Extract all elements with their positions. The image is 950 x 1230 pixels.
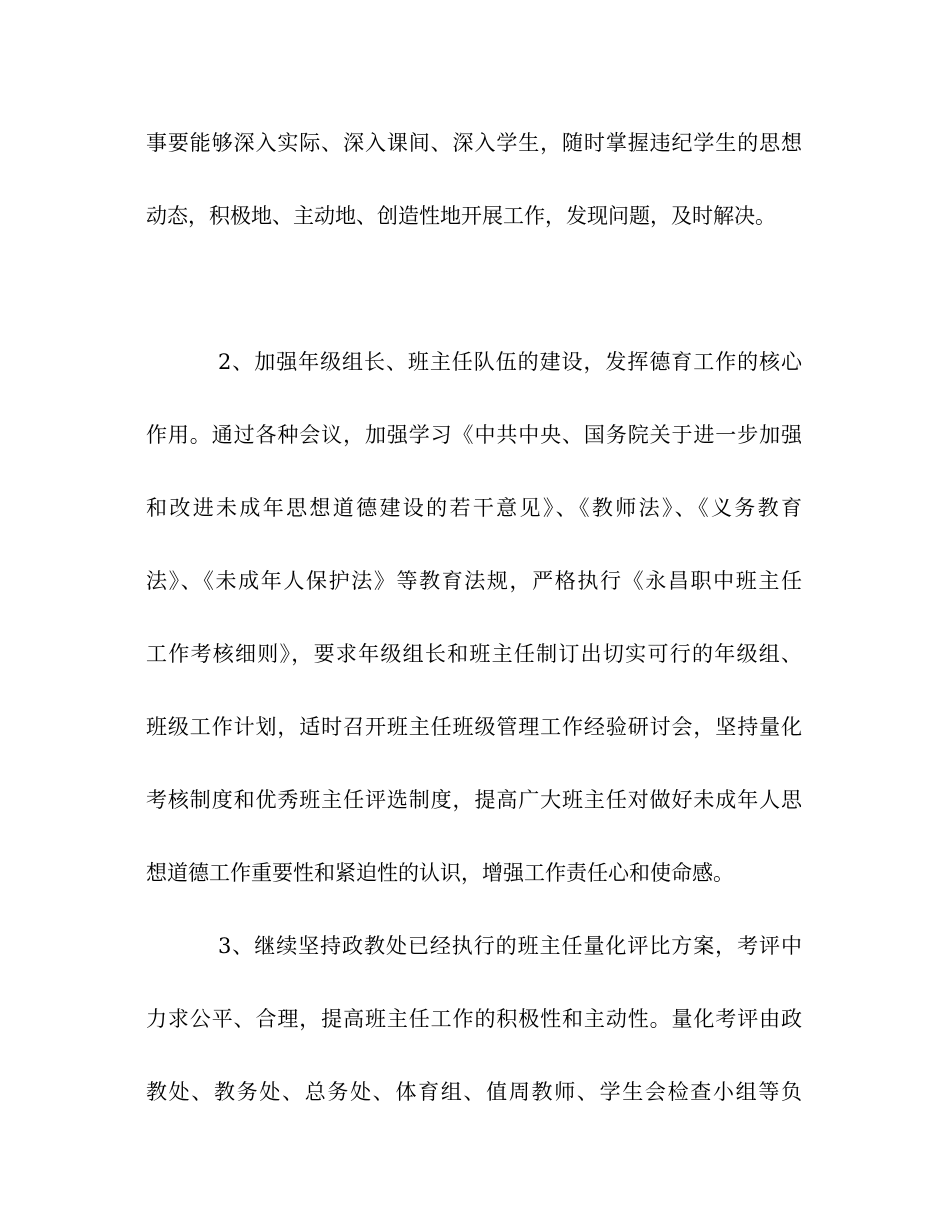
text-line-4: 作用。通过各种会议，加强学习《中共中央、国务院关于进一步加强 [146,423,802,447]
text-line-8: 班级工作计划，适时召开班主任班级管理工作经验研讨会，坚持量化 [146,715,802,739]
text-line-11: 3、继续坚持政教处已经执行的班主任量化评比方案，考评中 [218,934,802,958]
text-line-12: 力求公平、合理，提高班主任工作的积极性和主动性。量化考评由政 [146,1007,802,1031]
text-line-6: 法》、《未成年人保护法》等教育法规，严格执行《永昌职中班主任 [146,569,802,593]
text-line-1: 事要能够深入实际、深入课间、深入学生，随时掌握违纪学生的思想 [146,131,802,155]
text-line-3: 2、加强年级组长、班主任队伍的建设，发挥德育工作的核心 [218,350,802,374]
text-line-5: 和改进未成年思想道德建设的若干意见》、《教师法》、《义务教育 [146,496,802,520]
text-line-10: 想道德工作重要性和紧迫性的认识，增强工作责任心和使命感。 [146,861,734,885]
text-line-2: 动态，积极地、主动地、创造性地开展工作，发现问题，及时解决。 [146,204,776,228]
text-line-9: 考核制度和优秀班主任评选制度，提高广大班主任对做好未成年人思 [146,788,802,812]
text-line-13: 教处、教务处、总务处、体育组、值周教师、学生会检查小组等负 [146,1080,802,1104]
text-line-7: 工作考核细则》，要求年级组长和班主任制订出切实可行的年级组、 [146,642,802,666]
